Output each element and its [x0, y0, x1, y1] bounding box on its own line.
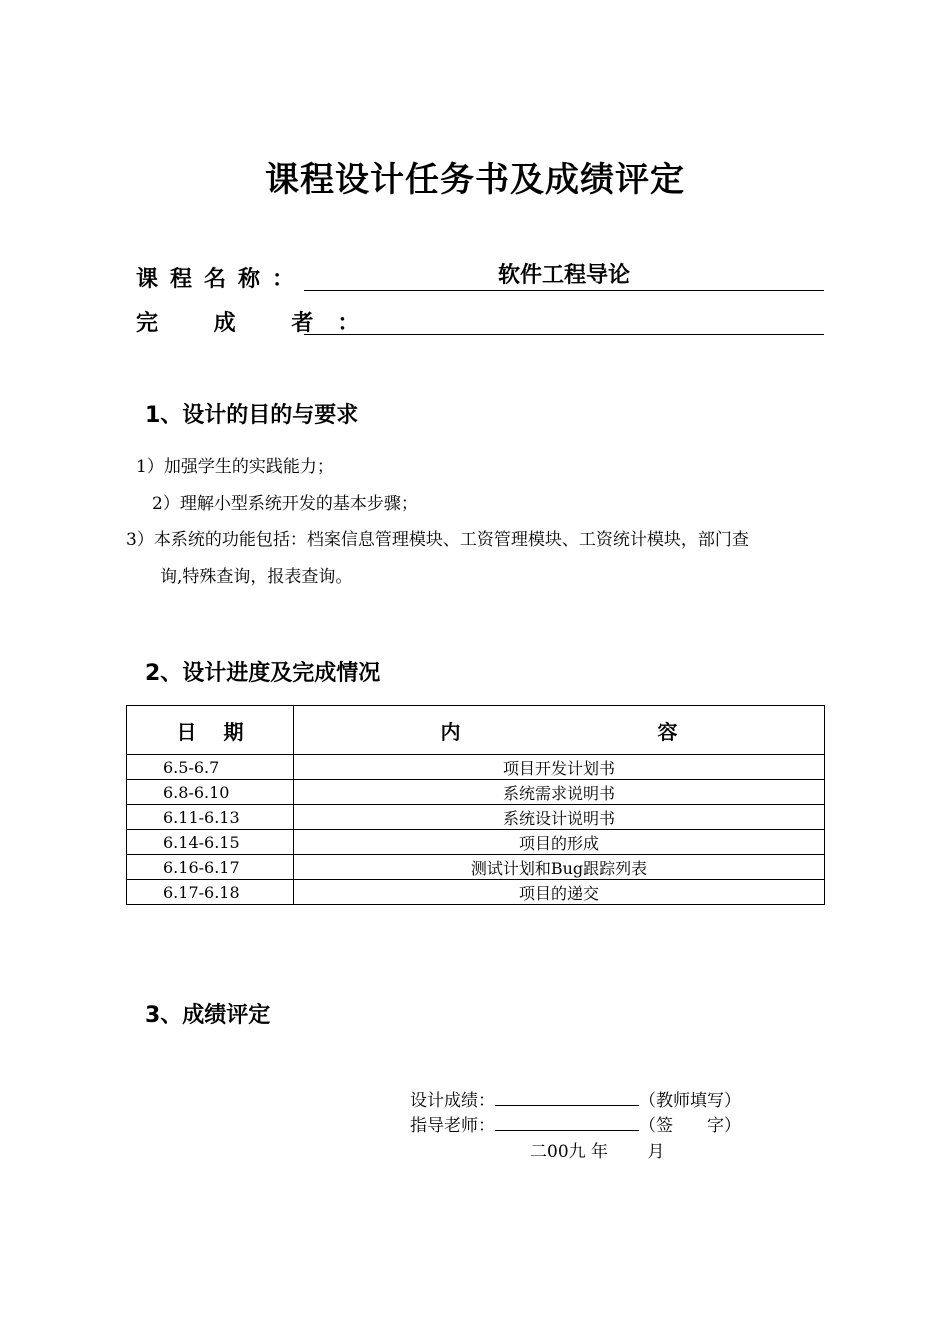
- table-row: [127, 805, 825, 830]
- row-content: 项目开发计划书: [294, 755, 825, 780]
- table-row: [127, 780, 825, 805]
- row-date: 6.11-6.13: [127, 805, 294, 830]
- row-content: 测试计划和Bug跟踪列表: [294, 855, 825, 880]
- teacher-label: 指导老师：: [410, 1116, 495, 1136]
- table-row: [127, 830, 825, 855]
- content-header: [294, 706, 825, 755]
- row-date: 6.14-6.15: [127, 830, 294, 855]
- date-header: 日 期: [127, 706, 294, 755]
- teacher-note: （签 字）: [639, 1116, 741, 1136]
- content-header-left: 内: [440, 719, 461, 744]
- row-content: 项目的形成: [294, 830, 825, 855]
- table-row: [127, 755, 825, 780]
- section3-heading: 3、成绩评定: [145, 1003, 271, 1028]
- row-content: 系统设计说明书: [294, 805, 825, 830]
- row-content: 项目的递交: [294, 880, 825, 905]
- grade-label: 设计成绩：: [410, 1091, 495, 1111]
- requirement-item-3: 3）本系统的功能包括：档案信息管理模块、工资管理模块、工资统计模块，部门查: [126, 530, 749, 550]
- grade-note: （教师填写）: [639, 1091, 741, 1111]
- teacher-line: [410, 1111, 741, 1136]
- table-row: [127, 855, 825, 880]
- requirement-item-1: 1）加强学生的实践能力；: [136, 457, 334, 477]
- section1-heading: 1、设计的目的与要求: [145, 403, 359, 428]
- row-content: 系统需求说明书: [294, 780, 825, 805]
- requirement-item-2: 2）理解小型系统开发的基本步骤；: [152, 494, 418, 514]
- content-header-right: 容: [657, 719, 678, 744]
- table-header-row: [127, 706, 825, 755]
- date-line: 二00九 年 月: [530, 1142, 665, 1162]
- row-date: 6.5-6.7: [127, 755, 294, 780]
- grade-blank[interactable]: [495, 1087, 639, 1106]
- row-date: 6.17-6.18: [127, 880, 294, 905]
- row-date: 6.16-6.17: [127, 855, 294, 880]
- schedule-table: [126, 705, 825, 905]
- grade-line: [410, 1086, 741, 1111]
- section2-heading: 2、设计进度及完成情况: [145, 661, 381, 686]
- requirement-item-3-cont: 询,特殊查询，报表查询。: [160, 567, 353, 587]
- author-label: 完 成 者：: [136, 311, 384, 336]
- course-name-label: 课程名称：: [136, 267, 307, 292]
- row-date: 6.8-6.10: [127, 780, 294, 805]
- author-field[interactable]: [304, 306, 824, 335]
- table-row: [127, 880, 825, 905]
- teacher-blank[interactable]: [495, 1112, 639, 1131]
- course-name-field[interactable]: 软件工程导论: [304, 262, 824, 291]
- page-title: 课程设计任务书及成绩评定: [265, 160, 685, 200]
